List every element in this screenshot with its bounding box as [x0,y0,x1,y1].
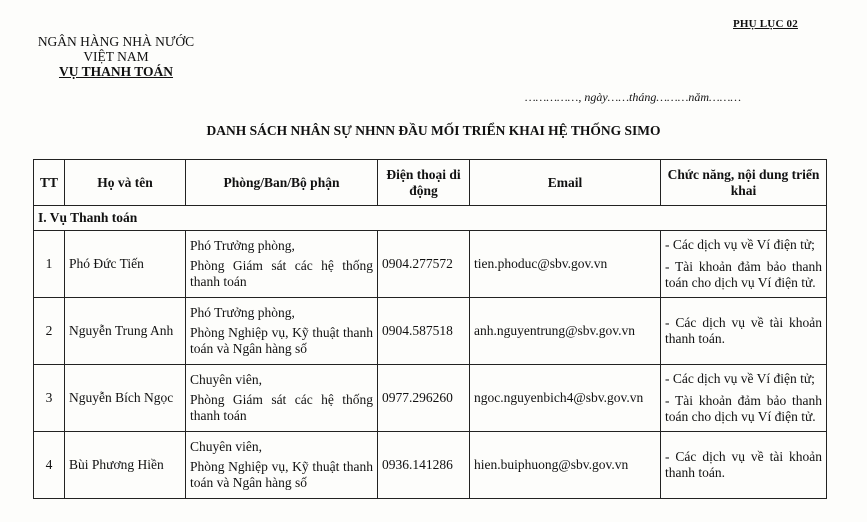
function-item: - Tài khoản đảm bảo thanh toán cho dịch vụ Ví điện tử. [665,393,822,424]
function-item: - Các dịch vụ về Ví điện tử; [665,371,815,386]
phone-number: 0977.296260 [378,365,470,432]
functions-cell [661,298,827,365]
phone-number: 0904.587518 [378,298,470,365]
email-address: hien.buiphuong@sbv.gov.vn [470,432,661,499]
department-cell [186,298,378,365]
row-number: 2 [34,298,65,365]
column-header-functions: Chức năng, nội dung triển khai [661,160,827,206]
org-name-line2: VIỆT NAM [83,49,149,64]
column-header-name: Họ và tên [65,160,186,206]
department-cell [186,231,378,298]
row-number: 3 [34,365,65,432]
functions-cell [661,231,827,298]
document-title: DANH SÁCH NHÂN SỰ NHNN ĐẦU MỐI TRIỂN KHAI HỆ THỐNG SIMO [206,123,661,138]
functions-cell [661,432,827,499]
org-name-line1: NGÂN HÀNG NHÀ NƯỚC [37,34,195,49]
row-number: 4 [34,432,65,499]
email-address: anh.nguyentrung@sbv.gov.vn [470,298,661,365]
row-number: 1 [34,231,65,298]
issuer-block [26,34,206,79]
section-row [34,206,827,231]
column-header-department: Phòng/Ban/Bộ phận [186,160,378,206]
department-unit: Phòng Giám sát các hệ thống thanh toán [190,392,373,423]
section-title: I. Vụ Thanh toán [34,206,827,231]
phone-number: 0904.277572 [378,231,470,298]
function-item: - Các dịch vụ về tài khoản thanh toán. [665,315,822,346]
function-item: - Tài khoản đảm bảo thanh toán cho dịch vụ Ví điện tử. [665,259,822,290]
function-item: - Các dịch vụ về tài khoản thanh toán. [665,449,822,480]
position-title: Phó Trưởng phòng, [190,305,295,320]
column-header-tt: TT [34,160,65,206]
table-header-row [34,160,827,206]
position-title: Chuyên viên, [190,439,262,454]
position-title: Phó Trưởng phòng, [190,238,295,253]
date-line: ……………, ngày……tháng………năm……… [525,90,742,104]
column-header-email: Email [470,160,661,206]
table-row [34,298,827,365]
staff-name: Nguyễn Trung Anh [65,298,186,365]
department-unit: Phòng Nghiệp vụ, Kỹ thuật thanh toán và Ngân hàng số [190,459,373,490]
staff-name: Nguyễn Bích Ngọc [65,365,186,432]
position-title: Chuyên viên, [190,372,262,387]
function-item: - Các dịch vụ về Ví điện tử; [665,237,815,252]
department-cell [186,365,378,432]
department-unit: Phòng Nghiệp vụ, Kỹ thuật thanh toán và Ngân hàng số [190,325,373,356]
table-row [34,231,827,298]
phone-number: 0936.141286 [378,432,470,499]
staff-table [33,159,827,499]
functions-cell [661,365,827,432]
column-header-phone: Điện thoại di động [378,160,470,206]
appendix-label: PHỤ LỤC 02 [733,18,798,30]
table-row [34,432,827,499]
department-unit: Phòng Giám sát các hệ thống thanh toán [190,258,373,289]
department-cell [186,432,378,499]
staff-name: Phó Đức Tiến [65,231,186,298]
agency-name: VỤ THANH TOÁN [58,64,174,79]
staff-name: Bùi Phương Hiền [65,432,186,499]
email-address: tien.phoduc@sbv.gov.vn [470,231,661,298]
email-address: ngoc.nguyenbich4@sbv.gov.vn [470,365,661,432]
table-row [34,365,827,432]
